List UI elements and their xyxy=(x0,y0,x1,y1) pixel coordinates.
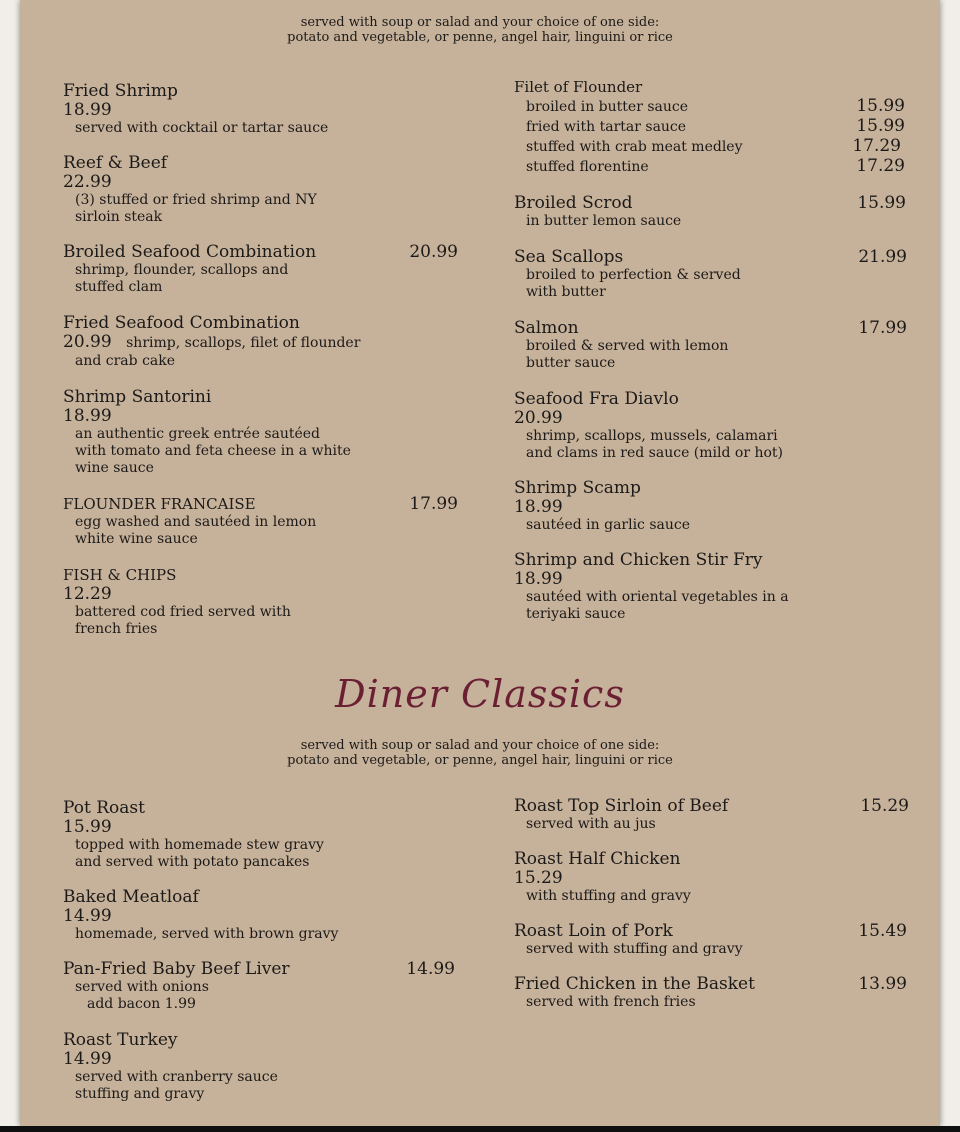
menu-item-broiled-scrod: Broiled Scrod 15.99 in butter lemon sauce xyxy=(514,193,906,229)
menu-item-shrimp-santorini: Shrimp Santorini 18.99 an authentic greek entrée sautéed with tomato and feta cheese in a white wine sauce xyxy=(63,387,351,476)
menu-item-shrimp-scamp: Shrimp Scamp 18.99 sautéed in garlic sauce xyxy=(514,478,691,533)
menu-item-roast-loin-pork: Roast Loin of Pork 15.49 served with stuffing and gravy xyxy=(514,921,907,957)
menu-item-broiled-seafood-combo: Broiled Seafood Combination 20.99 shrimp, flounder, scallops and stuffed clam xyxy=(63,242,458,295)
menu-item-fried-chicken-basket: Fried Chicken in the Basket 13.99 served with french fries xyxy=(514,974,907,1010)
menu-item-fish-chips: FISH & CHIPS 12.29 battered cod fried served with french fries xyxy=(63,566,291,637)
menu-item-shrimp-chicken-stir-fry: Shrimp and Chicken Stir Fry 18.99 sautéed with oriental vegetables in a teriyaki sauce xyxy=(514,550,789,622)
menu-item-seafood-fra-diavlo: Seafood Fra Diavlo 20.99 shrimp, scallops, mussels, calamari and clams in red sauce (mild or hot) xyxy=(514,389,784,461)
bottom-edge-bar xyxy=(0,1126,960,1132)
menu-item-reef-beef: Reef & Beef 22.99 (3) stuffed or fried shrimp and NY sirloin steak xyxy=(63,153,317,225)
diner-side-note: served with soup or salad and your choice of one side: potato and vegetable, or penne, angel hair, linguini or rice xyxy=(287,738,673,768)
menu-item-baked-meatloaf: Baked Meatloaf 14.99 homemade, served with brown gravy xyxy=(63,887,339,942)
menu-item-roast-turkey: Roast Turkey 14.99 served with cranberry sauce stuffing and gravy xyxy=(63,1030,278,1102)
menu-item-pot-roast: Pot Roast 15.99 topped with homemade stew gravy and served with potato pancakes xyxy=(63,798,324,870)
menu-item-filet-of-flounder: Filet of Flounder broiled in butter sauce 15.99 fried with tartar sauce 15.99 stuffed with crab meat medley 17.29 stuffed florentine 17.29 xyxy=(514,78,905,176)
menu-page xyxy=(20,0,940,1126)
menu-item-fried-seafood-combo: Fried Seafood Combination 20.99 shrimp, scallops, filet of flounder and crab cake xyxy=(63,313,361,369)
section-title-diner-classics: Diner Classics xyxy=(335,672,625,716)
menu-item-roast-half-chicken: Roast Half Chicken 15.29 with stuffing and gravy xyxy=(514,849,691,904)
menu-item-fried-shrimp: Fried Shrimp 18.99 served with cocktail or tartar sauce xyxy=(63,81,329,136)
menu-item-roast-sirloin: Roast Top Sirloin of Beef 15.29 served with au jus xyxy=(514,796,909,832)
menu-item-salmon: Salmon 17.99 broiled & served with lemon butter sauce xyxy=(514,318,907,371)
menu-item-flounder-francaise: FLOUNDER FRANCAISE 17.99 egg washed and sautéed in lemon white wine sauce xyxy=(63,494,458,547)
menu-item-beef-liver: Pan-Fried Baby Beef Liver 14.99 served with onions add bacon 1.99 xyxy=(63,959,455,1012)
seafood-side-note: served with soup or salad and your choice of one side: potato and vegetable, or penne, angel hair, linguini or rice xyxy=(287,15,673,45)
menu-item-sea-scallops: Sea Scallops 21.99 broiled to perfection & served with butter xyxy=(514,247,907,300)
